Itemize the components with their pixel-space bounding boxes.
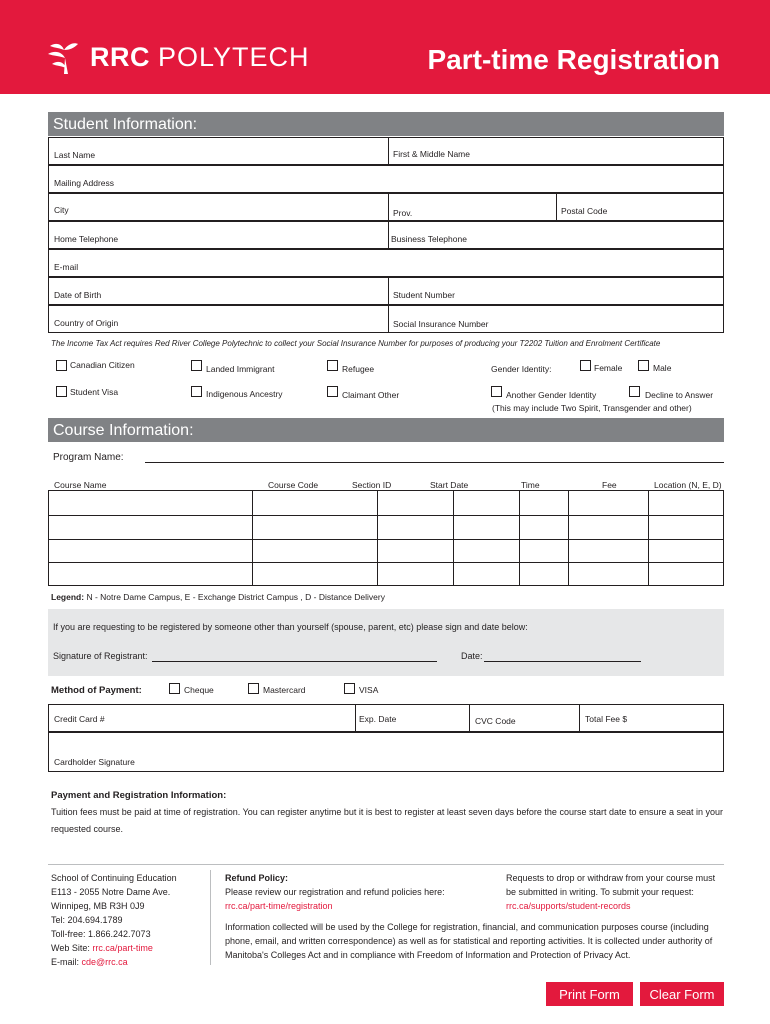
- decline-checkbox[interactable]: [629, 386, 640, 397]
- rrc-logo-icon: [46, 40, 80, 76]
- last-name-label: Last Name: [54, 150, 96, 160]
- col-start-date: Start Date: [430, 480, 469, 490]
- refund-link[interactable]: rrc.ca/part-time/registration: [225, 901, 333, 911]
- female-checkbox[interactable]: [580, 360, 591, 371]
- registrant-panel: [48, 609, 724, 676]
- cardholder-row[interactable]: [48, 732, 724, 772]
- first-middle-field[interactable]: [389, 160, 722, 164]
- legend: Legend: N - Notre Dame Campus, E - Exchange District Campus , D - Distance Delivery: [51, 592, 385, 602]
- col-location: Location (N, E, D): [654, 480, 722, 490]
- city-label: City: [54, 205, 69, 215]
- clear-form-button[interactable]: Clear Form: [640, 982, 724, 1006]
- date-label: Date:: [461, 651, 483, 661]
- visa-checkbox[interactable]: [344, 683, 355, 694]
- last-name-field[interactable]: [50, 160, 386, 164]
- program-field[interactable]: [145, 462, 724, 463]
- student-records-link[interactable]: rrc.ca/supports/student-records: [506, 901, 631, 911]
- mailing-row[interactable]: [48, 165, 724, 193]
- landed-checkbox[interactable]: [191, 360, 202, 371]
- indigenous-checkbox[interactable]: [191, 386, 202, 397]
- page-title: Part-time Registration: [427, 44, 720, 75]
- signature-label: Signature of Registrant:: [53, 651, 148, 661]
- footer-address: School of Continuing Education E113 - 2055 Notre Dame Ave. Winnipeg, MB R3H 0J9 Tel: 204.694.1789 Toll-free: 1.866.242.7073 Web Site: rrc.ca/part-time E-mail: cde@rrc.ca: [51, 873, 177, 967]
- visa-label: VISA: [359, 685, 379, 695]
- gender-note: (This may include Two Spirit, Transgender and other): [492, 403, 692, 413]
- canadian-checkbox[interactable]: [56, 360, 67, 371]
- signature-field[interactable]: [152, 661, 437, 662]
- prov-label: Prov.: [393, 208, 413, 218]
- student-visa-label: Student Visa: [70, 387, 119, 397]
- sin-label: Social Insurance Number: [393, 319, 489, 329]
- gender-label: Gender Identity:: [491, 364, 552, 374]
- claimant-checkbox[interactable]: [327, 386, 338, 397]
- cvc-label: CVC Code: [475, 716, 516, 726]
- country-row: [48, 305, 724, 333]
- student-number-label: Student Number: [393, 290, 455, 300]
- claimant-label: Claimant Other: [342, 390, 400, 400]
- mastercard-label: Mastercard: [263, 685, 306, 695]
- home-tel-label: Home Telephone: [54, 234, 119, 244]
- female-label: Female: [594, 363, 623, 373]
- refugee-label: Refugee: [342, 364, 375, 374]
- indigenous-label: Indigenous Ancestry: [206, 389, 283, 399]
- date-field[interactable]: [484, 661, 641, 662]
- total-fee-label: Total Fee $: [585, 714, 628, 724]
- business-tel-label: Business Telephone: [391, 234, 467, 244]
- email-link[interactable]: cde@rrc.ca: [81, 957, 128, 967]
- drop-block: Requests to drop or withdraw from your course must be submitted in writing. To submit your request: rrc.ca/supports/student-records: [506, 871, 724, 913]
- registrant-prompt: If you are requesting to be registered by someone other than yourself (spouse, parent, etc) please sign and date below:: [53, 622, 528, 632]
- cheque-checkbox[interactable]: [169, 683, 180, 694]
- exp-date-label: Exp. Date: [359, 714, 397, 724]
- payment-info-heading: Payment and Registration Information:: [51, 790, 227, 801]
- cardholder-label: Cardholder Signature: [54, 757, 135, 767]
- website-link[interactable]: rrc.ca/part-time: [92, 943, 153, 953]
- cheque-label: Cheque: [184, 685, 214, 695]
- refund-block: Refund Policy: Please review our registration and refund policies here: rrc.ca/part-time/registration: [225, 871, 495, 913]
- course-table[interactable]: [48, 490, 724, 586]
- col-fee: Fee: [602, 480, 617, 490]
- col-section-id: Section ID: [352, 480, 392, 490]
- col-course-name: Course Name: [54, 480, 107, 490]
- telephone-row: [48, 221, 724, 249]
- tax-note: The Income Tax Act requires Red River College Polytechnic to collect your Social Insurance Number for purposes of producing your T2202 Tuition and Enrolment Certificate: [51, 339, 661, 348]
- decline-label: Decline to Answer: [645, 390, 714, 400]
- mailing-label: Mailing Address: [54, 178, 115, 188]
- city-row: [48, 193, 724, 221]
- student-visa-checkbox[interactable]: [56, 386, 67, 397]
- another-gender-checkbox[interactable]: [491, 386, 502, 397]
- print-form-button[interactable]: Print Form: [546, 982, 633, 1006]
- col-time: Time: [521, 480, 540, 490]
- canadian-label: Canadian Citizen: [70, 360, 135, 370]
- course-section-title: Course Information:: [48, 418, 724, 442]
- dob-row: [48, 277, 724, 305]
- country-label: Country of Origin: [54, 318, 119, 328]
- col-course-code: Course Code: [268, 480, 319, 490]
- student-section-title: Student Information:: [48, 112, 724, 136]
- footer-vdivider: [210, 870, 211, 965]
- male-label: Male: [653, 363, 672, 373]
- card-number-label: Credit Card #: [54, 714, 105, 724]
- dob-label: Date of Birth: [54, 290, 102, 300]
- payment-info-text: Tuition fees must be paid at time of registration. You can register anytime but it is best to register at least seven days before the course start date to ensure a seat in your requested course.: [51, 807, 724, 834]
- male-checkbox[interactable]: [638, 360, 649, 371]
- postal-label: Postal Code: [561, 206, 608, 216]
- another-gender-label: Another Gender Identity: [506, 390, 597, 400]
- program-label: Program Name:: [53, 452, 124, 463]
- privacy-text: Information collected will be used by the College for registration, financial, and communication purposes course (including phone, email, and written correspondence) as well as for statistical and reporting activities. It is collected under authority of Manitoba's Colleges Act and in compliance with Freedom of Information and Protection of Privacy Act.: [225, 922, 713, 960]
- email-label: E-mail: [54, 262, 79, 272]
- email-row[interactable]: [48, 249, 724, 277]
- refugee-checkbox[interactable]: [327, 360, 338, 371]
- payment-method-label: Method of Payment:: [51, 685, 142, 696]
- first-middle-label: First & Middle Name: [393, 149, 470, 159]
- mastercard-checkbox[interactable]: [248, 683, 259, 694]
- landed-label: Landed Immigrant: [206, 364, 275, 374]
- footer-divider: [48, 864, 724, 865]
- rrc-logo-text: RRC POLYTECH: [90, 42, 310, 72]
